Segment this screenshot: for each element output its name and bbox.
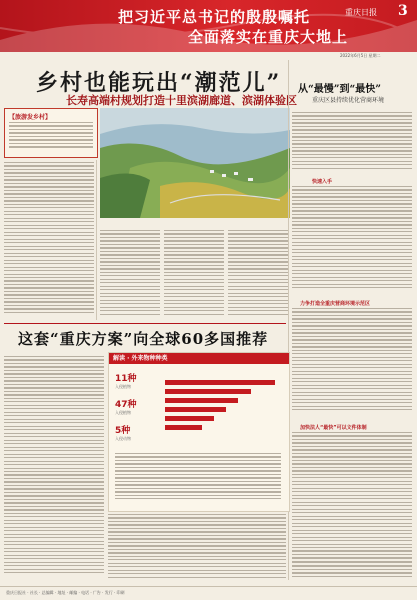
- dateline: 2022年6月5日 星期二: [340, 53, 381, 58]
- right-body-1: [292, 112, 412, 171]
- chart-bar-1: [165, 380, 275, 385]
- stat-3-number: 5种: [115, 426, 131, 436]
- chart-bar-3: [165, 398, 238, 403]
- right-headline: 从“最慢”到“最快”: [298, 84, 382, 95]
- chart-bar-5: [165, 416, 214, 421]
- stat-1-label: 入侵植物: [115, 384, 131, 389]
- right-body-5: [292, 562, 412, 579]
- info-graphic-text: [115, 453, 281, 502]
- second-headline: 这套“重庆方案”向全球60多国推荐: [18, 330, 269, 348]
- species-bar-chart: [165, 378, 283, 436]
- stat-2-label: 入侵植物: [115, 410, 131, 415]
- second-body-col-2: [108, 514, 286, 580]
- right-section-3: 加快法人“最快”可以文件体制: [300, 425, 367, 431]
- info-graphic-title: 解读 · 外来物种种类: [109, 353, 289, 364]
- chart-bar-2: [165, 389, 251, 394]
- stat-1: [115, 371, 137, 390]
- lead-body-col-1: [4, 162, 94, 315]
- lead-headline: 乡村也能玩出“潮范儿”: [36, 70, 282, 96]
- stat-3-label: 入侵动物: [115, 436, 131, 441]
- lake-village-photo: [100, 108, 290, 218]
- banner-line-1: 把习近平总书记的殷殷嘱托: [118, 8, 311, 26]
- chart-bar-4: [165, 407, 226, 412]
- side-box-text: [9, 122, 93, 150]
- right-body-3: [292, 308, 412, 413]
- chart-bar-6: [165, 425, 202, 430]
- page-footer: 重庆日报社 · 社长 · 总编辑 · 地址 · 邮编 · 电话 · 广告 · 发行 · 印刷: [0, 586, 417, 600]
- right-subhead: 重庆区县持续优化营商环境: [312, 97, 385, 104]
- lead-body-col-3: [164, 230, 224, 317]
- column-rule: [96, 160, 97, 320]
- side-box-tag: 【旅游发乡村】: [9, 114, 52, 121]
- newspaper-name: 重庆日报: [345, 8, 377, 17]
- section-divider: [4, 323, 286, 324]
- lead-body-col-2: [100, 230, 160, 317]
- stat-3: [115, 423, 131, 442]
- stat-2-number: 47种: [115, 400, 137, 410]
- right-body-2: [292, 186, 412, 291]
- lead-body-col-4: [228, 230, 288, 317]
- second-body-col-1: [4, 356, 104, 576]
- right-body-4: [292, 432, 412, 564]
- right-section-2: 力争打造全重庆营商环境示范区: [300, 301, 371, 307]
- stat-1-number: 11种: [115, 374, 137, 384]
- right-section-1: 快速入手: [312, 179, 333, 185]
- side-box: [4, 108, 98, 158]
- stat-2: [115, 397, 137, 416]
- banner-line-2: 全面落实在重庆大地上: [188, 28, 349, 46]
- masthead-banner: [0, 0, 417, 52]
- page-number: 3: [398, 3, 408, 19]
- lead-subhead: 长寿高端村规划打造十里滨湖廊道、滨湖体验区: [66, 94, 297, 107]
